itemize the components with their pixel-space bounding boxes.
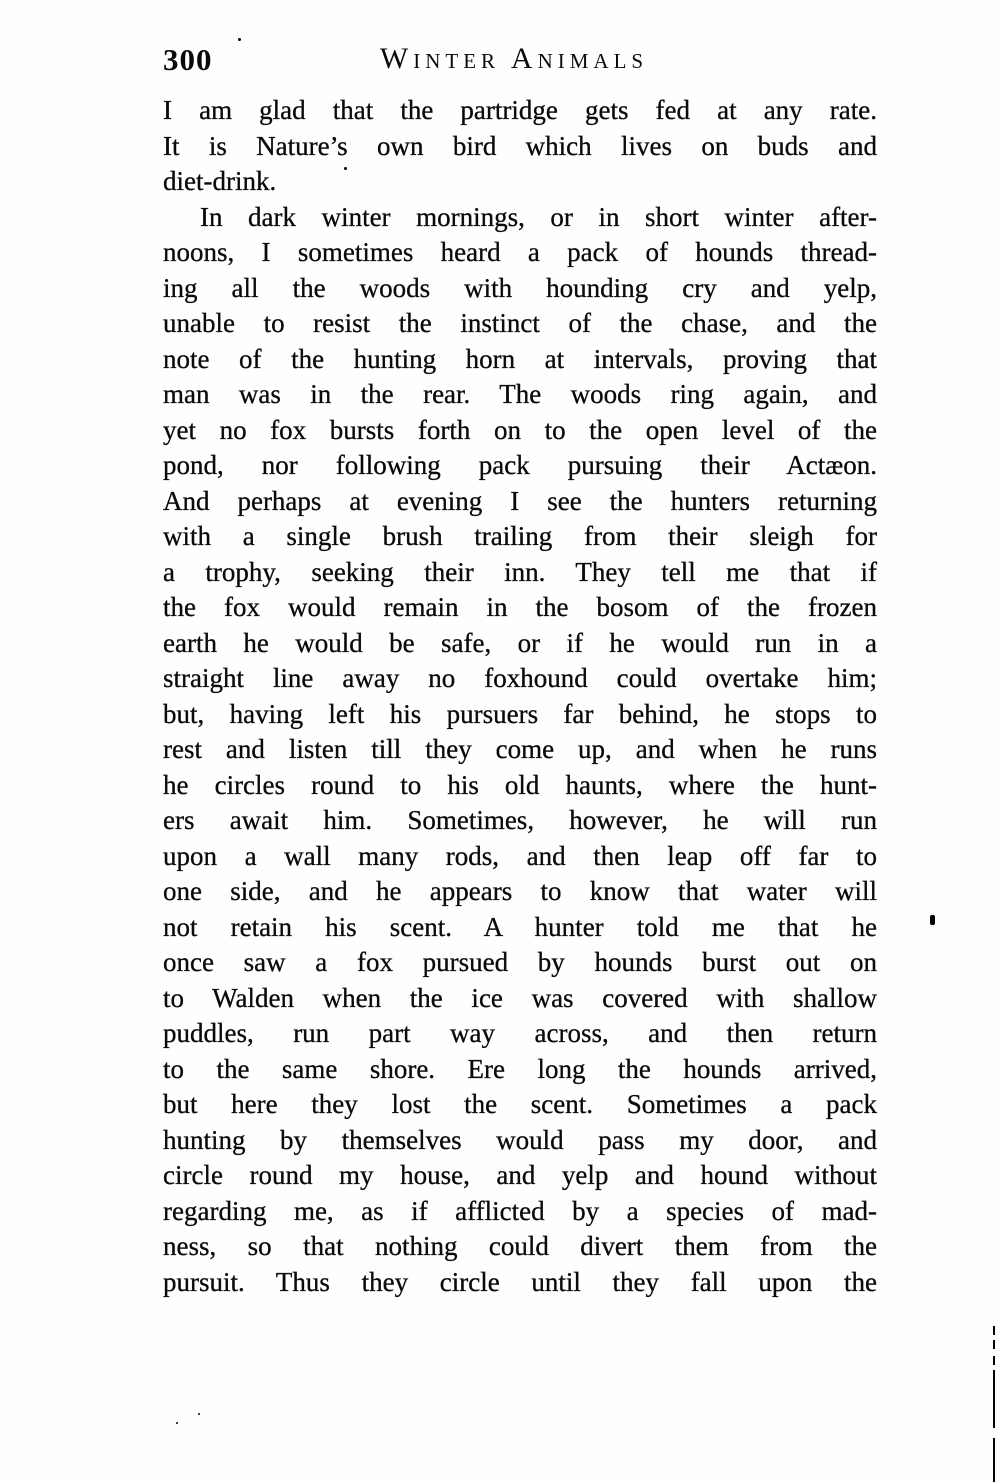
text-line: circle round my house, and yelp and hound without <box>163 1160 877 1190</box>
text-line: pursuit. Thus they circle until they fall upon the <box>163 1266 877 1297</box>
text-line: In dark winter mornings, or in short winter after- <box>200 201 877 232</box>
text-line: once saw a fox pursued by hounds burst out on <box>163 947 877 977</box>
page-edge-line <box>993 1356 995 1365</box>
page-header <box>163 42 877 80</box>
text-line: one side, and he appears to know that water will <box>163 876 877 906</box>
page-number: 300 <box>163 42 213 77</box>
text-line: man was in the rear. The woods ring again, and <box>163 379 877 409</box>
scan-speck <box>344 167 347 170</box>
text-line: ness, so that nothing could divert them from the <box>163 1231 877 1261</box>
running-title: Winter Animals <box>379 42 649 75</box>
text-line: ers await him. Sometimes, however, he will run <box>163 805 877 835</box>
text-line: upon a wall many rods, and then leap off far to <box>163 840 877 871</box>
text-line: not retain his scent. A hunter told me that he <box>163 911 877 942</box>
text-line: noons, I sometimes heard a pack of hounds thread- <box>163 237 877 267</box>
page-edge-line <box>993 1370 995 1428</box>
text-line: hunting by themselves would pass my door, and <box>163 1124 877 1155</box>
text-line: with a single brush trailing from their sleigh for <box>163 521 877 551</box>
text-line: regarding me, as if afflicted by a species of mad- <box>163 1195 877 1226</box>
text-line: the fox would remain in the bosom of the frozen <box>163 592 877 622</box>
text-line: unable to resist the instinct of the chase, and the <box>163 308 877 338</box>
text-line: he circles round to his old haunts, where the hunt- <box>163 769 877 800</box>
text-line: pond, nor following pack pursuing their Actæon. <box>163 450 877 480</box>
text-line: It is Nature’s own bird which lives on buds and <box>163 130 877 161</box>
page-edge-line <box>993 1326 995 1335</box>
scan-speck <box>176 1422 178 1424</box>
text-line: ing all the woods with hounding cry and yelp, <box>163 272 877 303</box>
text-line: And perhaps at evening I see the hunters returning <box>163 485 877 516</box>
page-edge-line <box>993 1340 995 1349</box>
text-line: yet no fox bursts forth on to the open level of the <box>163 414 877 445</box>
page-edge-line <box>993 1438 995 1482</box>
scan-speck <box>198 1413 200 1415</box>
text-line: to the same shore. Ere long the hounds arrived, <box>163 1053 877 1084</box>
page-text <box>163 93 877 1300</box>
text-line: straight line away no foxhound could overtake him; <box>163 663 877 693</box>
text-line: a trophy, seeking their inn. They tell me that if <box>163 556 877 587</box>
scan-speck <box>930 915 935 925</box>
text-line: rest and listen till they come up, and when he runs <box>163 734 877 764</box>
text-line: but here they lost the scent. Sometimes a pack <box>163 1089 877 1119</box>
text-line: but, having left his pursuers far behind, he stops to <box>163 698 877 729</box>
text-line: note of the hunting horn at intervals, proving that <box>163 343 877 374</box>
text-line: puddles, run part way across, and then return <box>163 1018 877 1048</box>
text-line: to Walden when the ice was covered with shallow <box>163 982 877 1013</box>
text-line: I am glad that the partridge gets fed at any rate. <box>163 95 877 125</box>
text-line: diet-drink. <box>163 166 277 196</box>
scan-speck <box>238 38 241 41</box>
text-line: earth he would be safe, or if he would run in a <box>163 627 877 658</box>
